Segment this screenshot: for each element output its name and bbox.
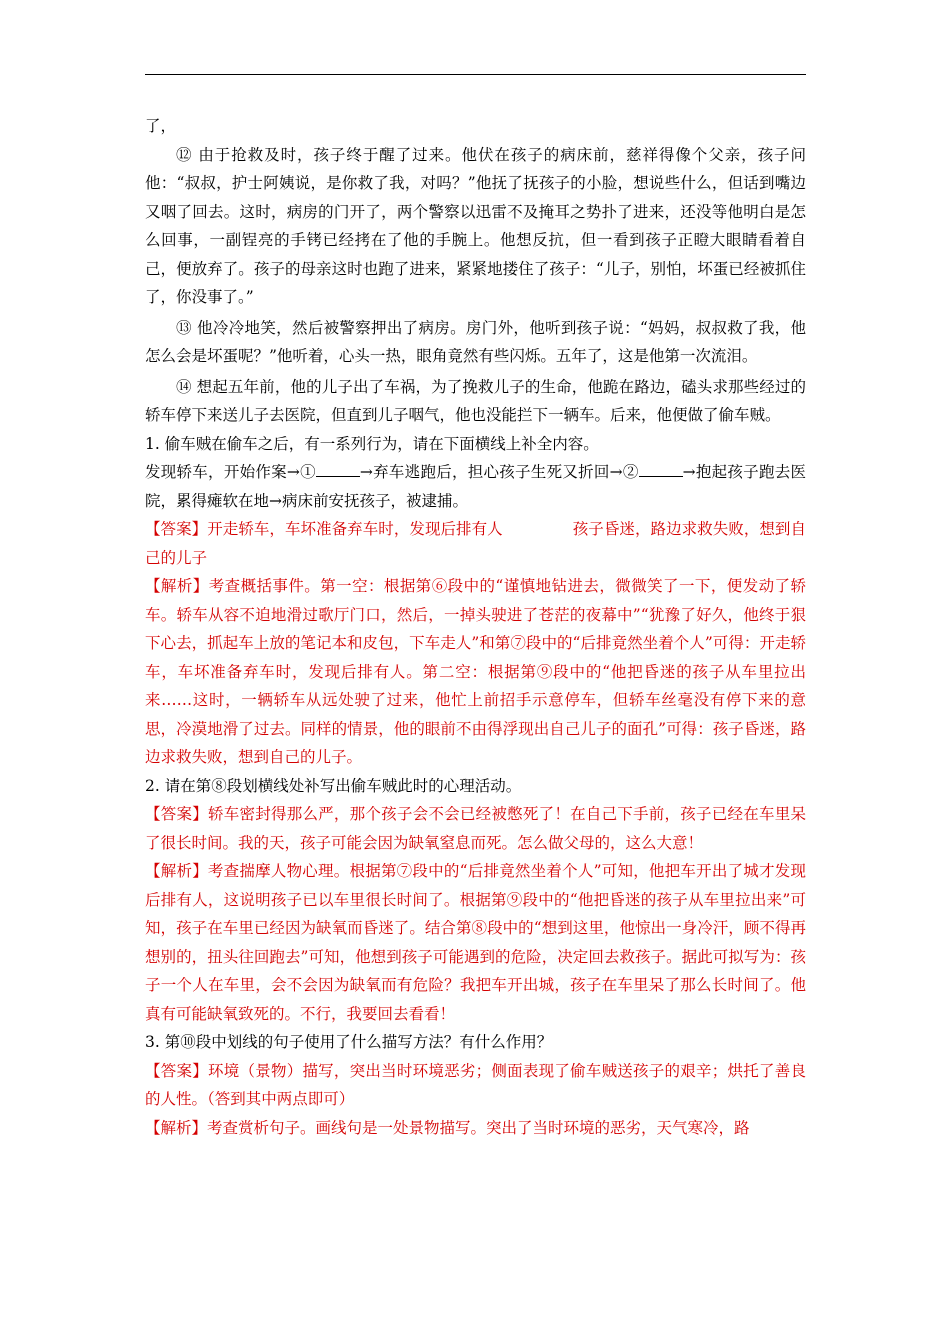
- question-3: 3. 第⑩段中划线的句子使用了什么描写方法？有什么作用？: [145, 1033, 553, 1051]
- passage-paragraph-13: ⑬ 他冷冷地笑，然后被警察押出了病房。房门外，他听到孩子说：“妈妈，叔叔救了我，他怎么会是坏蛋呢？”他听着，心头一热，眼角竟然有些闪烁。五年了，这是他第一次流泪。: [145, 318, 806, 365]
- question-1-line-b: →弃车逃跑后，担心孩子生死又折回→②: [359, 463, 639, 481]
- question-3-analysis: [145, 1114, 806, 1143]
- question-1-prompt: [145, 458, 806, 515]
- answer-label: 【答案】: [145, 520, 208, 538]
- analysis-3-text: 考查赏析句子。画线句是一处景物描写。突出了当时环境的恶劣，天气寒冷，路: [207, 1118, 750, 1137]
- answer-1-blank-1: 开走轿车，车坏准备弃车时，发现后排有人: [207, 520, 503, 538]
- analysis-label: 【解析】: [145, 1118, 208, 1137]
- answer-label: 【答案】: [145, 805, 208, 823]
- question-1-line-a: 发现轿车，开始作案→①: [145, 463, 316, 481]
- question-1: 1. 偷车贼在偷车之后，有一系列行为，请在下面横线上补全内容。: [145, 434, 599, 453]
- analysis-2-text: 考查揣摩人物心理。根据第⑦段中的“后排竟然坐着个人”可知，他把车开出了城才发现后排有人，这说明孩子已以车里很长时间了。根据第⑨段中的“他把昏迷的孩子从车里拉出来”可知，孩子在车里已经因为缺氧而昏迷了。结合第⑧段中的“想到这里，他惊出一身冷汗，顾不得再想别的，扭头往回跑去”可知，他想到孩子可能遇到的危险，决定回去救孩子。据此可拟写为：孩子一个人在车里，会不会因为缺氧而有危险？我把车开出城，孩子在车里呆了那么长时间了。他真有可能缺氧致死的。不行，我要回去看看！: [145, 862, 806, 1023]
- answer-3-text: 环境（景物）描写，突出当时环境恶劣；侧面表现了偷车贼送孩子的艰辛；烘托了善良的人性。（答到其中两点即可）: [145, 1061, 806, 1108]
- analysis-label: 【解析】: [145, 862, 208, 880]
- header-rule: [145, 74, 806, 75]
- analysis-1-text: 考查概括事件。第一空：根据第⑥段中的“谨慎地钻进去，微微笑了一下，便发动了轿车。轿车从容不迫地滑过歌厅门口，然后，一掉头驶进了苍茫的夜幕中”“犹豫了好久，他终于狠下心去，抓起车上放的笔记本和皮包，下车走人”和第⑦段中的“后排竟然坐着个人”可得：开走轿车，车坏准备弃车时，发现后排有人。第二空：根据第⑨段中的“他把昏迷的孩子从车里拉出来……这时，一辆轿车从远处驶了过来，他忙上前招手示意停车，但轿车丝毫没有停下来的意思，冷漠地滑了过去。同样的情景，他的眼前不由得浮现出自己儿子的面孔”可得：孩子昏迷，路边求救失败，想到自己的儿子。: [145, 577, 806, 766]
- question-2-answer: [145, 800, 806, 857]
- question-1-line-c: →抱起孩子跑去医院，累得瘫软在地→病床前安抚孩子，被逮捕。: [145, 463, 806, 510]
- passage-paragraph-12: ⑫ 由于抢救及时，孩子终于醒了过来。他伏在孩子的病床前，慈祥得像个父亲，孩子问他：“叔叔，护士阿姨说，是你救了我，对吗？”他抚了抚孩子的小脸，想说些什么，但话到嘴边又咽了回去。这时，病房的门开了，两个警察以迅雷不及掩耳之势扑了进来，还没等他明白是怎么回事，一副锃亮的手铐已经拷在了他的手腕上。他想反抗，但一看到孩子正瞪大眼睛看着自己，便放弃了。孩子的母亲这时也跑了进来，紧紧地搂住了孩子：“儿子，别怕，坏蛋已经被抓住了，你没事了。”: [145, 145, 806, 306]
- fill-blank-1: [316, 460, 360, 477]
- fill-blank-2: [639, 460, 683, 477]
- document-body: [145, 112, 806, 1142]
- passage-paragraph-14: ⑭ 想起五年前，他的儿子出了车祸，为了挽救儿子的生命，他跪在路边，磕头求那些经过的轿车停下来送儿子去医院，但直到儿子咽气，他也没能拦下一辆车。后来，他便做了偷车贼。: [145, 377, 806, 424]
- answer-2-text: 轿车密封得那么严，那个孩子会不会已经被憋死了！在自己下手前，孩子已经在车里呆了很长时间。我的天，孩子可能会因为缺氧窒息而死。怎么做父母的，这么大意！: [145, 805, 806, 852]
- question-1-analysis: [145, 572, 806, 772]
- question-2-analysis: [145, 857, 806, 1028]
- question-2: 2. 请在第⑧段划横线处补写出偷车贼此时的心理活动。: [145, 776, 522, 795]
- question-3-answer: [145, 1057, 806, 1114]
- answer-1-blank-2: 孩子昏迷，路边求救失败，想到自己的儿子: [145, 520, 806, 567]
- answer-label: 【答案】: [145, 1061, 208, 1080]
- question-1-answer: [145, 515, 806, 572]
- passage-tail: 了，: [145, 117, 177, 135]
- analysis-label: 【解析】: [145, 577, 209, 595]
